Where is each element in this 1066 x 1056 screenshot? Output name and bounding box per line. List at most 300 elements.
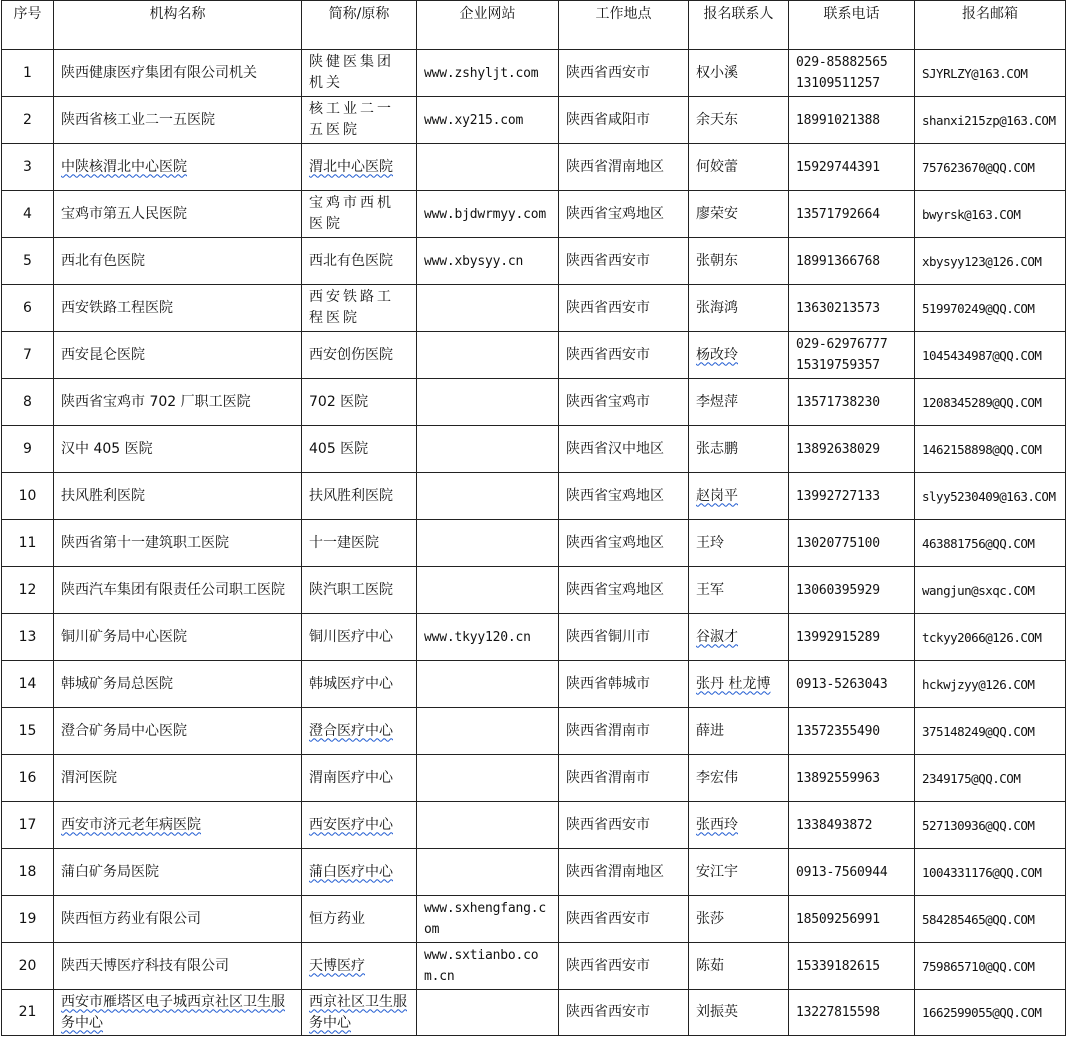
contact-email	[915, 849, 1066, 896]
contact-email	[915, 614, 1066, 661]
contact-phone	[789, 943, 915, 990]
contact-phone	[789, 661, 915, 708]
row-number: 13	[2, 614, 54, 661]
work-location: 陕西省西安市	[559, 990, 689, 1036]
org-short-name	[302, 849, 417, 896]
org-website	[417, 661, 559, 708]
contact-email-text: 1662599055@QQ.COM	[922, 1005, 1042, 1020]
org-short-name	[302, 614, 417, 661]
contact-person-text: 杨改玲	[696, 346, 738, 363]
work-location: 陕西省西安市	[559, 802, 689, 849]
org-short-name	[302, 238, 417, 285]
contact-person	[689, 238, 789, 285]
org-short-name-text: 西安铁路工程医院	[309, 289, 394, 326]
org-short-name	[302, 990, 417, 1036]
org-name	[54, 379, 302, 426]
org-name-text: 中陕核渭北中心医院	[61, 158, 187, 175]
org-website	[417, 473, 559, 520]
contact-person-text: 何姣蕾	[696, 158, 738, 175]
org-name-text: 西安市雁塔区电子城西京社区卫生服务中心	[61, 993, 285, 1031]
contact-phone	[789, 802, 915, 849]
org-short-name-text: 宝鸡市西机医院	[309, 195, 394, 232]
org-name-text: 西北有色医院	[61, 252, 145, 269]
row-number: 12	[2, 567, 54, 614]
work-location: 陕西省西安市	[559, 238, 689, 285]
contact-email	[915, 379, 1066, 426]
org-short-name-text: 渭北中心医院	[309, 158, 393, 175]
table-row	[2, 943, 1066, 990]
contact-email	[915, 943, 1066, 990]
org-name	[54, 943, 302, 990]
work-location: 陕西省西安市	[559, 943, 689, 990]
row-number: 18	[2, 849, 54, 896]
contact-phone	[789, 567, 915, 614]
row-number: 11	[2, 520, 54, 567]
org-website-text: www.xbysyy.cn	[424, 253, 524, 269]
org-short-name	[302, 708, 417, 755]
org-short-name	[302, 567, 417, 614]
contact-person-text: 安江宇	[696, 863, 738, 880]
phone-line: 13992915289	[796, 629, 880, 645]
contact-phone	[789, 849, 915, 896]
contact-email-text: 1045434987@QQ.COM	[922, 347, 1042, 363]
org-short-name	[302, 191, 417, 238]
org-name	[54, 990, 302, 1036]
table-header	[2, 1, 1066, 50]
work-location: 陕西省西安市	[559, 896, 689, 943]
org-name	[54, 285, 302, 332]
org-short-name	[302, 285, 417, 332]
org-name-text: 渭河医院	[61, 769, 117, 786]
org-website	[417, 50, 559, 97]
org-short-name-text: 核工业二一五医院	[309, 101, 394, 138]
contact-phone	[789, 332, 915, 379]
phone-line: 13572355490	[796, 723, 880, 739]
table-body	[2, 50, 1066, 1036]
table-row	[2, 50, 1066, 97]
table-row	[2, 379, 1066, 426]
org-name	[54, 849, 302, 896]
org-name	[54, 708, 302, 755]
table-row	[2, 144, 1066, 191]
work-location: 陕西省宝鸡地区	[559, 520, 689, 567]
contact-person-text: 李宏伟	[696, 769, 738, 786]
org-website-text: www.tkyy120.cn	[424, 629, 531, 645]
contact-person-text: 余天东	[696, 111, 738, 128]
org-short-name	[302, 661, 417, 708]
contact-email-text: hckwjzyy@126.COM	[922, 676, 1035, 692]
org-website	[417, 755, 559, 802]
org-website	[417, 379, 559, 426]
contact-email	[915, 332, 1066, 379]
contact-email-text: 1462158898@QQ.COM	[922, 441, 1042, 457]
table-row	[2, 520, 1066, 567]
contact-email	[915, 661, 1066, 708]
contact-person-text: 谷淑才	[696, 628, 738, 645]
row-number: 20	[2, 943, 54, 990]
contact-phone	[789, 896, 915, 943]
org-name	[54, 50, 302, 97]
table-row	[2, 426, 1066, 473]
phone-line: 18509256991	[796, 911, 880, 927]
org-short-name-text: 702 医院	[309, 393, 369, 410]
org-short-name-text: 陕汽职工医院	[309, 581, 393, 598]
contact-email-text: shanxi215zp@163.COM	[922, 112, 1056, 128]
phone-line: 13227815598	[796, 1005, 880, 1020]
table-row	[2, 97, 1066, 144]
contact-person	[689, 567, 789, 614]
work-location: 陕西省汉中地区	[559, 426, 689, 473]
header-site: 企业网站	[417, 1, 559, 50]
org-website	[417, 896, 559, 943]
contact-email	[915, 50, 1066, 97]
org-short-name-text: 陕健医集团机关	[309, 54, 394, 91]
org-website	[417, 567, 559, 614]
org-short-name-text: 十一建医院	[309, 534, 379, 551]
contact-person	[689, 943, 789, 990]
org-name-text: 陕西省宝鸡市 702 厂职工医院	[61, 393, 251, 410]
org-name	[54, 896, 302, 943]
org-website	[417, 849, 559, 896]
org-short-name	[302, 144, 417, 191]
contact-person	[689, 50, 789, 97]
phone-line: 15929744391	[796, 159, 880, 175]
org-name	[54, 473, 302, 520]
org-name	[54, 97, 302, 144]
table-row	[2, 661, 1066, 708]
org-website-text: www.xy215.com	[424, 112, 524, 128]
contact-person	[689, 990, 789, 1036]
contact-person	[689, 426, 789, 473]
contact-person-text: 张朝东	[696, 252, 738, 269]
org-name-text: 西安市济元老年病医院	[61, 816, 201, 833]
org-name-text: 陕西恒方药业有限公司	[61, 910, 201, 927]
contact-person-text: 张丹 杜龙博	[696, 675, 771, 692]
contact-person	[689, 285, 789, 332]
contact-email	[915, 426, 1066, 473]
contact-email-text: 519970249@QQ.COM	[922, 300, 1035, 316]
recruitment-contact-table	[1, 0, 1066, 1036]
org-short-name-text: 扶风胜利医院	[309, 487, 393, 504]
table-row	[2, 755, 1066, 802]
table-row	[2, 896, 1066, 943]
contact-email-text: 527130936@QQ.COM	[922, 817, 1035, 833]
org-short-name	[302, 379, 417, 426]
row-number: 6	[2, 285, 54, 332]
row-number: 9	[2, 426, 54, 473]
contact-person-text: 廖荣安	[696, 205, 738, 222]
org-name-text: 澄合矿务局中心医院	[61, 722, 187, 739]
contact-person	[689, 708, 789, 755]
org-name-text: 扶风胜利医院	[61, 487, 145, 504]
contact-email	[915, 191, 1066, 238]
org-short-name	[302, 332, 417, 379]
contact-email-text: 759865710@QQ.COM	[922, 958, 1035, 974]
contact-person	[689, 614, 789, 661]
table-row	[2, 238, 1066, 285]
contact-email	[915, 238, 1066, 285]
work-location: 陕西省宝鸡地区	[559, 191, 689, 238]
phone-line: 13060395929	[796, 582, 880, 598]
org-name-text: 陕西省第十一建筑职工医院	[61, 534, 229, 551]
work-location: 陕西省宝鸡市	[559, 379, 689, 426]
work-location: 陕西省西安市	[559, 50, 689, 97]
work-location: 陕西省铜川市	[559, 614, 689, 661]
header-email: 报名邮箱	[915, 1, 1066, 50]
org-short-name-text: 渭南医疗中心	[309, 769, 393, 786]
contact-person	[689, 849, 789, 896]
phone-line: 029-85882565	[796, 55, 888, 70]
work-location: 陕西省渭南市	[559, 755, 689, 802]
header-row	[2, 1, 1066, 50]
contact-phone	[789, 473, 915, 520]
work-location: 陕西省渭南地区	[559, 144, 689, 191]
table-row	[2, 802, 1066, 849]
table-row	[2, 990, 1066, 1036]
org-name	[54, 755, 302, 802]
contact-email-text: xbysyy123@126.COM	[922, 253, 1042, 269]
contact-person-text: 王玲	[696, 534, 724, 551]
contact-person	[689, 520, 789, 567]
org-short-name-text: 西北有色医院	[309, 252, 393, 269]
org-name	[54, 520, 302, 567]
table-row	[2, 567, 1066, 614]
row-number: 14	[2, 661, 54, 708]
work-location: 陕西省咸阳市	[559, 97, 689, 144]
contact-email	[915, 520, 1066, 567]
contact-phone	[789, 285, 915, 332]
phone-line: 15319759357	[796, 358, 880, 373]
row-number: 16	[2, 755, 54, 802]
contact-person-text: 权小溪	[696, 64, 738, 81]
phone-line: 15339182615	[796, 958, 880, 974]
org-website	[417, 943, 559, 990]
contact-email-text: slyy5230409@163.COM	[922, 488, 1056, 504]
row-number: 3	[2, 144, 54, 191]
phone-line: 0913-7560944	[796, 864, 888, 880]
work-location: 陕西省韩城市	[559, 661, 689, 708]
table-row	[2, 614, 1066, 661]
org-short-name	[302, 50, 417, 97]
contact-email-text: 2349175@QQ.COM	[922, 770, 1021, 786]
contact-person	[689, 332, 789, 379]
contact-email	[915, 896, 1066, 943]
row-number: 1	[2, 50, 54, 97]
contact-person	[689, 896, 789, 943]
org-short-name	[302, 896, 417, 943]
header-contact: 报名联系人	[689, 1, 789, 50]
org-name	[54, 238, 302, 285]
org-website	[417, 802, 559, 849]
row-number: 4	[2, 191, 54, 238]
phone-line: 13892638029	[796, 441, 880, 457]
phone-line: 13992727133	[796, 488, 880, 504]
contact-person-text: 刘振英	[696, 1004, 738, 1020]
contact-person	[689, 191, 789, 238]
org-name	[54, 332, 302, 379]
phone-line: 13892559963	[796, 770, 880, 786]
header-no: 序号	[2, 1, 54, 50]
table-row	[2, 473, 1066, 520]
work-location: 陕西省宝鸡地区	[559, 567, 689, 614]
row-number: 21	[2, 990, 54, 1036]
contact-person-text: 薛进	[696, 722, 724, 739]
contact-email	[915, 473, 1066, 520]
org-short-name-text: 铜川医疗中心	[309, 628, 393, 645]
contact-phone	[789, 426, 915, 473]
org-name	[54, 426, 302, 473]
org-short-name	[302, 426, 417, 473]
contact-email-text: SJYRLZY@163.COM	[922, 65, 1028, 81]
org-website-text: www.zshyljt.com	[424, 65, 539, 81]
contact-email	[915, 144, 1066, 191]
org-short-name-text: 蒲白医疗中心	[309, 863, 393, 880]
org-name-text: 蒲白矿务局医院	[61, 863, 159, 880]
org-name	[54, 144, 302, 191]
contact-email-text: 1208345289@QQ.COM	[922, 394, 1042, 410]
table-row	[2, 332, 1066, 379]
contact-person-text: 张海鸿	[696, 299, 738, 316]
org-short-name-text: 恒方药业	[309, 910, 365, 927]
contact-email-text: 1004331176@QQ.COM	[922, 864, 1042, 880]
row-number: 2	[2, 97, 54, 144]
org-name-text: 陕西天博医疗科技有限公司	[61, 957, 229, 974]
row-number: 10	[2, 473, 54, 520]
row-number: 15	[2, 708, 54, 755]
contact-phone	[789, 379, 915, 426]
phone-line: 029-62976777	[796, 337, 888, 352]
org-website-text: www.sxhengfang.com	[424, 901, 547, 937]
contact-email	[915, 990, 1066, 1036]
phone-line: 18991366768	[796, 253, 880, 269]
org-name-text: 宝鸡市第五人民医院	[61, 205, 187, 222]
contact-person-text: 王军	[696, 581, 724, 598]
contact-phone	[789, 97, 915, 144]
org-short-name-text: 405 医院	[309, 440, 369, 457]
phone-line: 13630213573	[796, 300, 880, 316]
contact-email-text: 584285465@QQ.COM	[922, 911, 1035, 927]
contact-email	[915, 567, 1066, 614]
org-short-name-text: 西安创伤医院	[309, 346, 393, 363]
org-name-text: 陕西汽车集团有限责任公司职工医院	[61, 581, 285, 598]
work-location: 陕西省渭南地区	[559, 849, 689, 896]
contact-person-text: 李煜萍	[696, 393, 738, 410]
org-website	[417, 332, 559, 379]
contact-email-text: 463881756@QQ.COM	[922, 535, 1035, 551]
org-short-name	[302, 97, 417, 144]
phone-line: 13109511257	[796, 76, 880, 91]
contact-phone	[789, 520, 915, 567]
org-short-name-text: 西安医疗中心	[309, 816, 393, 833]
header-name: 机构名称	[54, 1, 302, 50]
contact-email-text: 375148249@QQ.COM	[922, 723, 1035, 739]
org-name-text: 陕西省核工业二一五医院	[61, 111, 215, 128]
org-name-text: 铜川矿务局中心医院	[61, 628, 187, 645]
work-location: 陕西省西安市	[559, 285, 689, 332]
org-website	[417, 285, 559, 332]
phone-line: 1338493872	[796, 817, 873, 833]
contact-phone	[789, 708, 915, 755]
contact-person-text: 张志鹏	[696, 440, 738, 457]
contact-email	[915, 755, 1066, 802]
contact-email	[915, 97, 1066, 144]
org-website	[417, 426, 559, 473]
contact-phone	[789, 238, 915, 285]
org-website	[417, 238, 559, 285]
org-website-text: www.bjdwrmyy.com	[424, 206, 547, 222]
org-website	[417, 144, 559, 191]
row-number: 7	[2, 332, 54, 379]
org-website	[417, 520, 559, 567]
table-row	[2, 285, 1066, 332]
row-number: 17	[2, 802, 54, 849]
org-short-name	[302, 755, 417, 802]
org-short-name-text: 西京社区卫生服务中心	[309, 993, 407, 1031]
org-name-text: 韩城矿务局总医院	[61, 675, 173, 692]
contact-person	[689, 97, 789, 144]
work-location: 陕西省西安市	[559, 332, 689, 379]
contact-person	[689, 802, 789, 849]
org-name-text: 汉中 405 医院	[61, 440, 153, 457]
contact-person	[689, 473, 789, 520]
row-number: 8	[2, 379, 54, 426]
org-website	[417, 191, 559, 238]
contact-person-text: 陈茹	[696, 957, 724, 974]
org-name	[54, 661, 302, 708]
phone-line: 13571792664	[796, 206, 880, 222]
contact-phone	[789, 990, 915, 1036]
phone-line: 18991021388	[796, 112, 880, 128]
org-website	[417, 990, 559, 1036]
contact-email	[915, 708, 1066, 755]
org-short-name-text: 韩城医疗中心	[309, 675, 393, 692]
org-name	[54, 567, 302, 614]
contact-phone	[789, 614, 915, 661]
org-name	[54, 191, 302, 238]
phone-line: 0913-5263043	[796, 676, 888, 692]
contact-email	[915, 802, 1066, 849]
header-phone: 联系电话	[789, 1, 915, 50]
org-website	[417, 97, 559, 144]
org-website	[417, 708, 559, 755]
org-website-text: www.sxtianbo.com.cn	[424, 948, 539, 984]
org-name-text: 陕西健康医疗集团有限公司机关	[61, 64, 257, 81]
contact-email-text: 757623670@QQ.COM	[922, 159, 1035, 175]
phone-line: 13571738230	[796, 394, 880, 410]
contact-phone	[789, 50, 915, 97]
org-name	[54, 614, 302, 661]
row-number: 19	[2, 896, 54, 943]
contact-person	[689, 661, 789, 708]
contact-phone	[789, 144, 915, 191]
org-name-text: 西安昆仑医院	[61, 346, 145, 363]
org-short-name	[302, 473, 417, 520]
contact-email-text: wangjun@sxqc.COM	[922, 582, 1035, 598]
table-row	[2, 708, 1066, 755]
contact-person	[689, 755, 789, 802]
org-short-name	[302, 943, 417, 990]
header-place: 工作地点	[559, 1, 689, 50]
contact-person	[689, 144, 789, 191]
contact-email	[915, 285, 1066, 332]
org-website	[417, 614, 559, 661]
contact-person	[689, 379, 789, 426]
contact-email-text: bwyrsk@163.COM	[922, 206, 1021, 222]
org-short-name-text: 天博医疗	[309, 957, 365, 974]
work-location: 陕西省宝鸡地区	[559, 473, 689, 520]
org-short-name	[302, 802, 417, 849]
contact-person-text: 张莎	[696, 910, 724, 927]
